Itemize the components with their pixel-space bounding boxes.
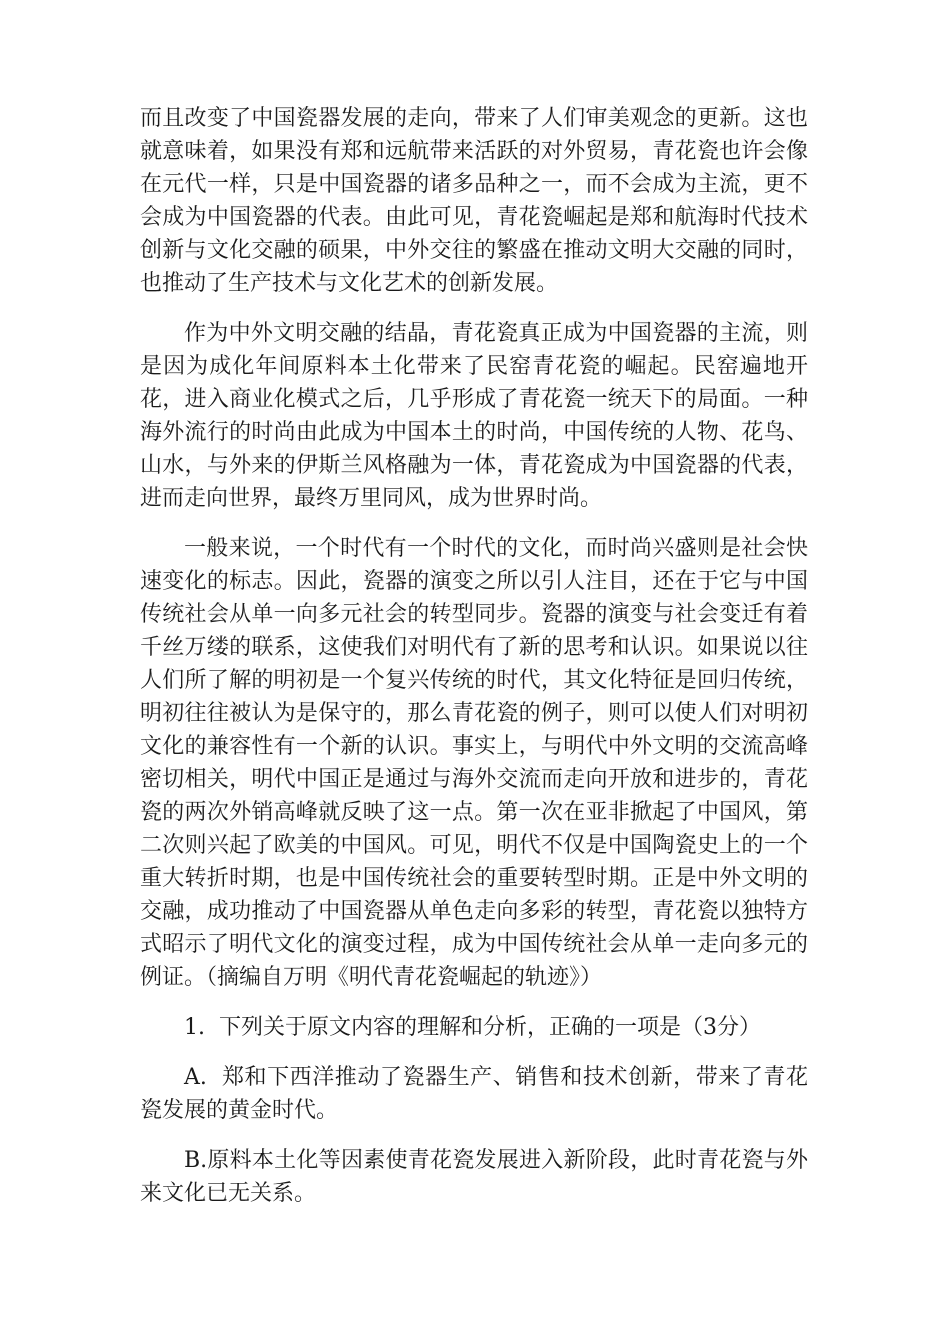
- question-number: 1.: [184, 1015, 205, 1040]
- option-text: 郑和下西洋推动了瓷器生产、销售和技术创新，带来了青花瓷发展的黄金时代。: [140, 1065, 808, 1123]
- paragraph-local-materials: 作为中外文明交融的结晶，青花瓷真正成为中国瓷器的主流，则是因为成化年间原料本土化带来了民窑青花瓷的崛起。民窑遍地开花，进入商业化模式之后，几乎形成了青花瓷一统天下的局面。一种海外流行的时尚由此成为中国本土的时尚，中国传统的人物、花鸟、山水，与外来的伊斯兰风格融为一体，青花瓷成为中国瓷器的代表，进而走向世界，最终万里同风，成为世界时尚。: [140, 321, 808, 511]
- document-body: [140, 102, 808, 1210]
- paragraph-era-culture: 一般来说，一个时代有一个时代的文化，而时尚兴盛则是社会快速变化的标志。因此，瓷器的演变之所以引人注目，还在于它与中国传统社会从单一向多元社会的转型同步。瓷器的演变与社会变迁有着千丝万缕的联系，这使我们对明代有了新的思考和认识。如果说以往人们所了解的明初是一个复兴传统的时代，其文化特征是回归传统，明初往往被认为是保守的，那么青花瓷的例子，则可以使人们对明初文化的兼容性有一个新的认识。事实上，与明代中外文明的交流高峰密切相关，明代中国正是通过与海外交流而走向开放和进步的，青花瓷的两次外销高峰就反映了这一点。第一次在亚非掀起了中国风，第二次则兴起了欧美的中国风。可见，明代不仅是中国陶瓷史上的一个重大转折时期，也是中国传统社会的重要转型时期。正是中外文明的交融，成功推动了中国瓷器从单色走向多彩的转型，青花瓷以独特方式昭示了明代文化的演变过程，成为中国传统社会从单一走向多元的例证。（摘编自万明《明代青花瓷崛起的轨迹》）: [140, 536, 808, 990]
- option-a: [140, 1061, 808, 1127]
- question-text: 下列关于原文内容的理解和分析，正确的一项是（3分）: [219, 1015, 761, 1040]
- paragraph-continuation: 而且改变了中国瓷器发展的走向，带来了人们审美观念的更新。这也就意味着，如果没有郑和远航带来活跃的对外贸易，青花瓷也许会像在元代一样，只是中国瓷器的诸多品种之一，而不会成为主流，更不会成为中国瓷器的代表。由此可见，青花瓷崛起是郑和航海时代技术创新与文化交融的硕果，中外交往的繁盛在推动文明大交融的同时，也推动了生产技术与文化艺术的创新发展。: [140, 106, 808, 296]
- option-b: [140, 1144, 808, 1210]
- option-label: B.: [184, 1148, 208, 1173]
- question-1: [140, 1011, 808, 1044]
- option-label: A.: [184, 1065, 207, 1090]
- option-text: 原料本土化等因素使青花瓷发展进入新阶段，此时青花瓷与外来文化已无关系。: [140, 1148, 808, 1206]
